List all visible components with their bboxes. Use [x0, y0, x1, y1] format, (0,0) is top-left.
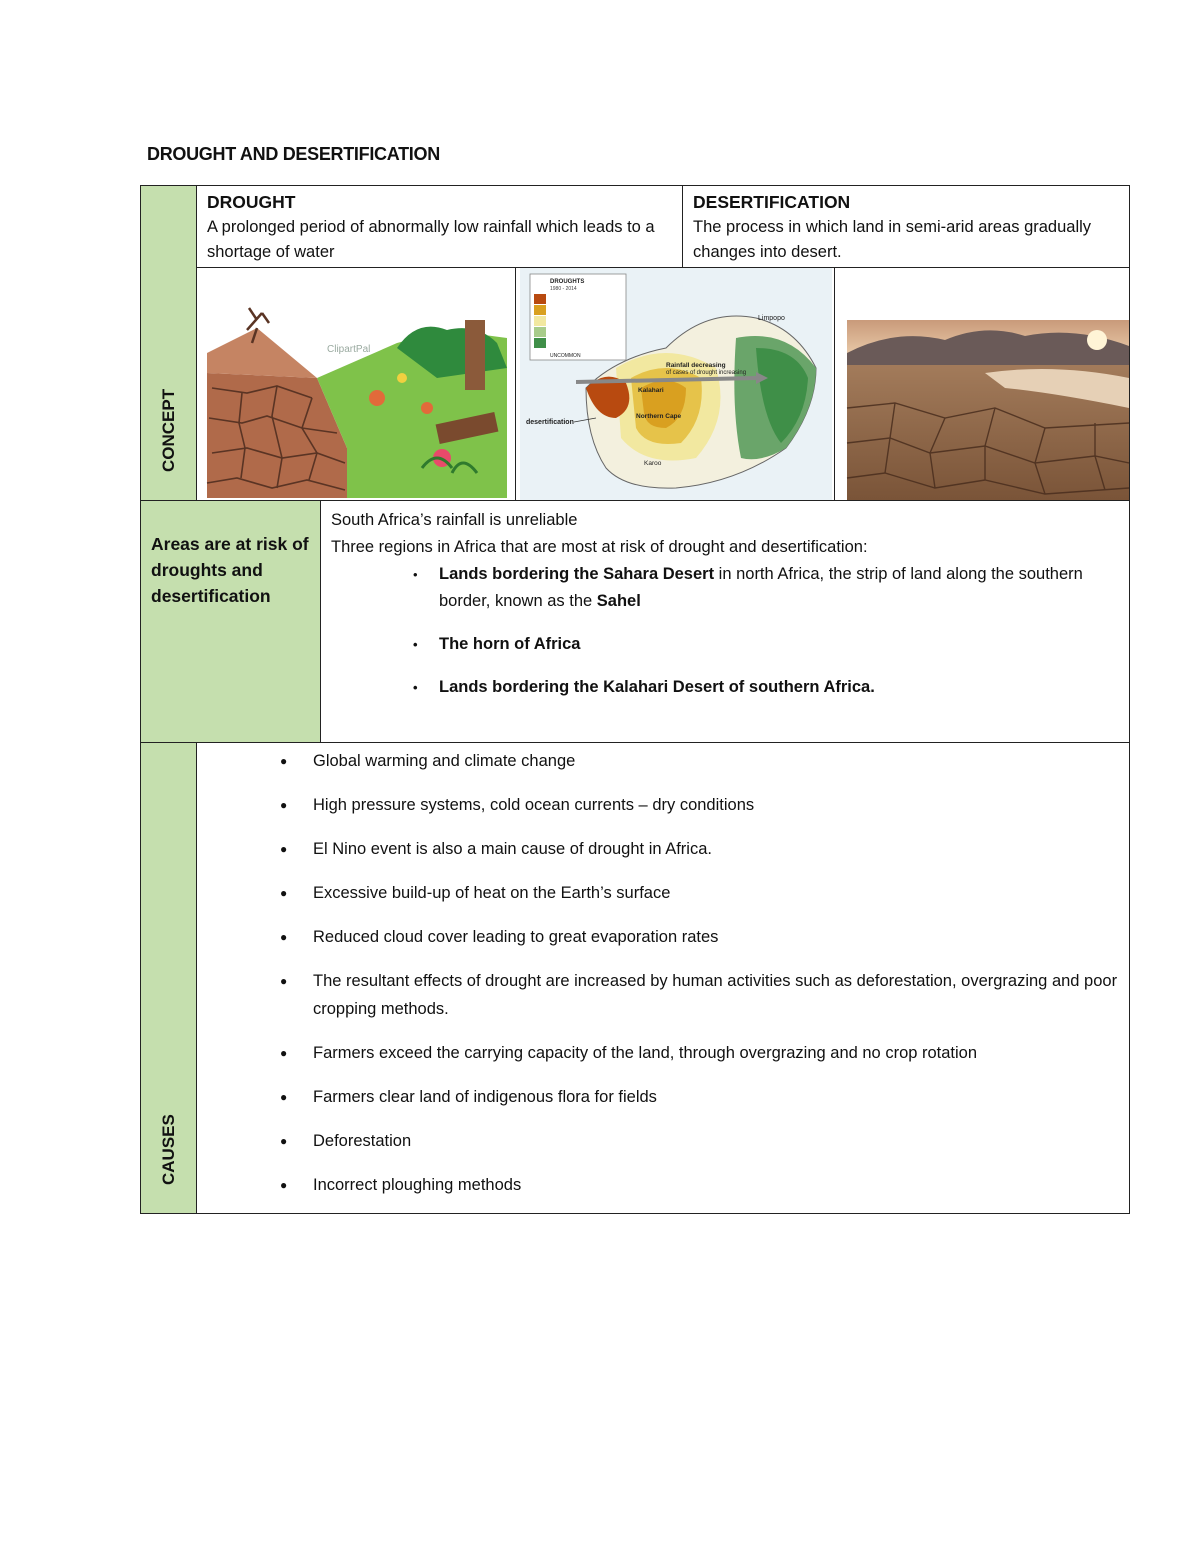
cause-item: ● High pressure systems, cold ocean currents – dry conditions: [197, 791, 1129, 819]
cause-item: ● Farmers exceed the carrying capacity of the land, through overgrazing and no crop rotation: [197, 1039, 1129, 1067]
cause-item: ● Reduced cloud cover leading to great evaporation rates: [197, 923, 1129, 951]
map-label-karoo: Karoo: [644, 460, 662, 467]
desertification-heading: DESERTIFICATION: [693, 192, 851, 212]
cause-item: ● The resultant effects of drought are increased by human activities such as deforestation, overgrazing and poor cropping methods.: [197, 967, 1129, 1023]
map-label-limpopo: Limpopo: [758, 315, 785, 322]
bullet-icon: ●: [280, 1134, 288, 1148]
causes-label-cell: [141, 743, 197, 1214]
risk-item-kalahari: • Lands bordering the Kalahari Desert of southern Africa.: [413, 678, 875, 696]
cause-item: ● Incorrect ploughing methods: [197, 1171, 1129, 1199]
concept-images-cell: [197, 268, 1130, 501]
bullet-icon: ●: [280, 1178, 288, 1192]
drought-definition-cell: [197, 186, 683, 268]
risk-line-2: Three regions in Africa that are most at risk of drought and desertification:: [331, 538, 868, 556]
bullet-icon: ●: [280, 842, 288, 856]
map-label-desertification: desertification: [526, 419, 574, 426]
cause-item: ● El Nino event is also a main cause of drought in Africa.: [197, 835, 1129, 863]
cause-item: ● Farmers clear land of indigenous flora for fields: [197, 1083, 1129, 1111]
causes-cell: [197, 743, 1130, 1214]
desertification-definition-cell: [683, 186, 1130, 268]
cartoon-watermark: ClipartPal: [327, 344, 371, 355]
concept-label-cell: [141, 186, 197, 501]
map-label-rainfall: Rainfall decreasing: [666, 362, 726, 369]
drought-map-image: [515, 268, 835, 500]
drought-definition: A prolonged period of abnormally low rainfall which leads to a shortage of water: [207, 218, 655, 261]
map-label-northern-cape: Northern Cape: [636, 413, 682, 420]
risk-list: [331, 561, 1119, 701]
drought-desertification-table: [140, 185, 1130, 1214]
concept-label: CONCEPT: [158, 388, 178, 472]
map-legend-uncommon: UNCOMMON: [550, 353, 581, 359]
map-legend-title: DROUGHTS: [550, 279, 585, 285]
risk-label: Areas are at risk of droughts and desertification: [151, 534, 309, 606]
cause-item: ● Deforestation: [197, 1127, 1129, 1155]
drought-heading: DROUGHT: [207, 192, 296, 212]
bullet-icon: ●: [280, 754, 288, 768]
risk-body-cell: [321, 501, 1130, 743]
bullet-icon: ●: [280, 886, 288, 900]
map-label-drought-increase: of cases of drought increasing: [666, 370, 747, 376]
map-label-kalahari: Kalahari: [638, 387, 664, 394]
drought-cartoon-image: [197, 268, 515, 500]
causes-list: [197, 743, 1129, 1213]
bullet-icon: ●: [280, 1046, 288, 1060]
page-title: DROUGHT AND DESERTIFICATION: [147, 144, 440, 164]
desertification-definition: The process in which land in semi-arid areas gradually changes into desert.: [693, 218, 1092, 261]
causes-label: CAUSES: [158, 1114, 178, 1185]
bullet-icon: ●: [280, 798, 288, 812]
risk-label-cell: [141, 501, 321, 743]
cracked-earth-photo: [835, 268, 1129, 500]
map-legend-sub: 1980 - 2014: [550, 286, 577, 292]
bullet-icon: ●: [280, 1090, 288, 1104]
bullet-icon: ●: [280, 930, 288, 944]
risk-item-sahara: • Lands bordering the Sahara Desert in north Africa, the strip of land along the southern border, known as the Sahel: [413, 565, 1083, 610]
cause-item: ● Global warming and climate change: [197, 747, 1129, 775]
cause-item: ● Excessive build-up of heat on the Earth’s surface: [197, 879, 1129, 907]
bullet-icon: ●: [280, 974, 288, 988]
risk-line-1: South Africa’s rainfall is unreliable: [331, 511, 578, 529]
risk-item-horn: • The horn of Africa: [413, 635, 581, 653]
